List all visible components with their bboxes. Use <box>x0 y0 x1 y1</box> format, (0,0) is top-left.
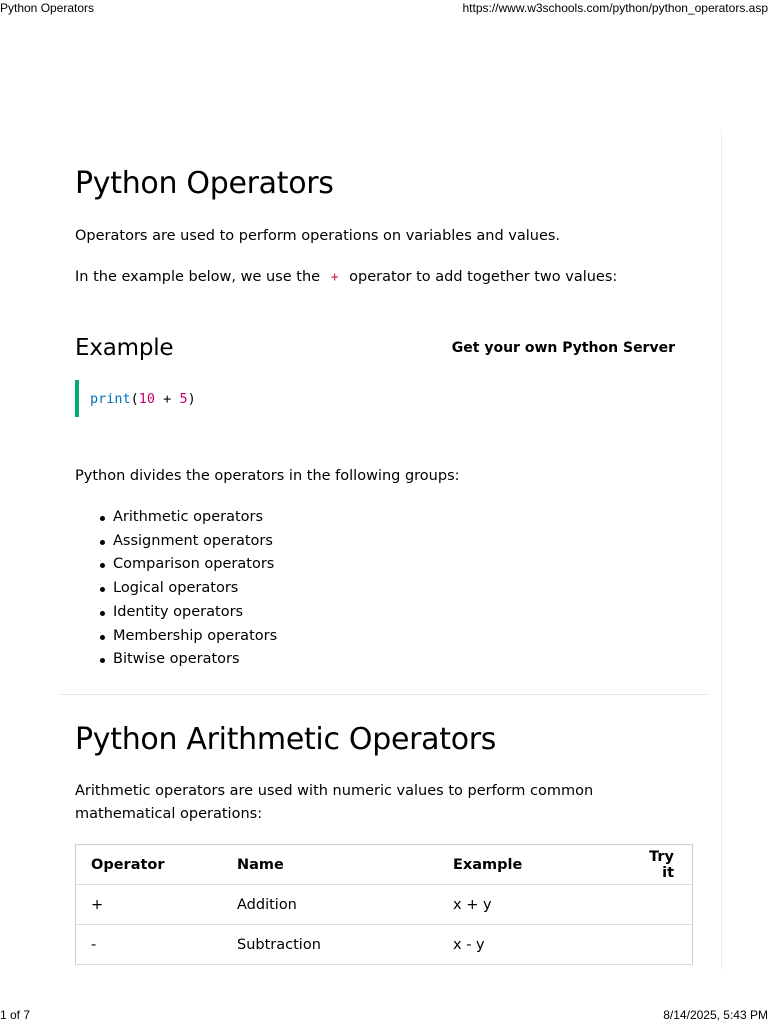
main-content <box>75 160 695 672</box>
code-function: print <box>90 390 131 407</box>
print-header-url: https://www.w3schools.com/python/python_operators.asp <box>462 1 768 15</box>
code-open-paren: ( <box>130 390 139 407</box>
cell-name: Subtraction <box>222 925 438 965</box>
cell-operator: + <box>76 885 223 925</box>
arithmetic-operators-table <box>75 844 693 965</box>
arithmetic-title: Python Arithmetic Operators <box>75 722 497 757</box>
inline-code-plus: + <box>330 270 339 285</box>
code-close-paren: ) <box>187 390 196 407</box>
cell-operator: - <box>76 925 223 965</box>
print-header-title: Python Operators <box>0 1 95 15</box>
example-heading: Example <box>75 335 174 361</box>
header-operator: Operator <box>76 845 223 885</box>
print-footer-page: 1 of 7 <box>0 1008 31 1022</box>
code-operator: + <box>155 390 180 407</box>
cell-try-it[interactable] <box>618 885 693 925</box>
get-python-server-link[interactable]: Get your own Python Server <box>451 340 675 356</box>
list-item: Comparison operators <box>113 553 695 577</box>
cell-name: Addition <box>222 885 438 925</box>
list-item: Assignment operators <box>113 530 695 554</box>
header-name: Name <box>222 845 438 885</box>
example-intro-text-after: operator to add together two values: <box>349 269 618 285</box>
table-row <box>76 885 693 925</box>
page-title: Python Operators <box>75 166 334 201</box>
cell-example: x + y <box>438 885 618 925</box>
list-item: Membership operators <box>113 625 695 649</box>
cell-try-it[interactable] <box>618 925 693 965</box>
intro-paragraph: Operators are used to perform operations on variables and values. <box>75 228 561 244</box>
operator-groups-list <box>75 506 695 672</box>
list-item: Bitwise operators <box>113 648 695 672</box>
print-footer-datetime: 8/14/2025, 5:43 PM <box>663 1008 768 1022</box>
example-intro-text-before: In the example below, we use the <box>75 269 321 285</box>
cell-example: x - y <box>438 925 618 965</box>
header-example: Example <box>438 845 618 885</box>
code-number-2: 5 <box>179 390 188 407</box>
code-example-block <box>75 380 695 417</box>
arithmetic-description: Arithmetic operators are used with numeric values to perform common mathematical operations: <box>75 783 594 822</box>
section-divider <box>60 694 708 695</box>
right-column-divider <box>721 130 722 970</box>
table-row <box>76 925 693 965</box>
list-item: Logical operators <box>113 577 695 601</box>
list-item: Identity operators <box>113 601 695 625</box>
table-header-row <box>76 845 693 885</box>
header-try-it: Try it <box>618 845 693 885</box>
arithmetic-section <box>75 716 695 965</box>
groups-intro-paragraph: Python divides the operators in the following groups: <box>75 468 460 484</box>
code-number-1: 10 <box>138 390 156 407</box>
example-intro-paragraph <box>75 266 695 289</box>
example-header <box>75 333 675 363</box>
list-item: Arithmetic operators <box>113 506 695 530</box>
